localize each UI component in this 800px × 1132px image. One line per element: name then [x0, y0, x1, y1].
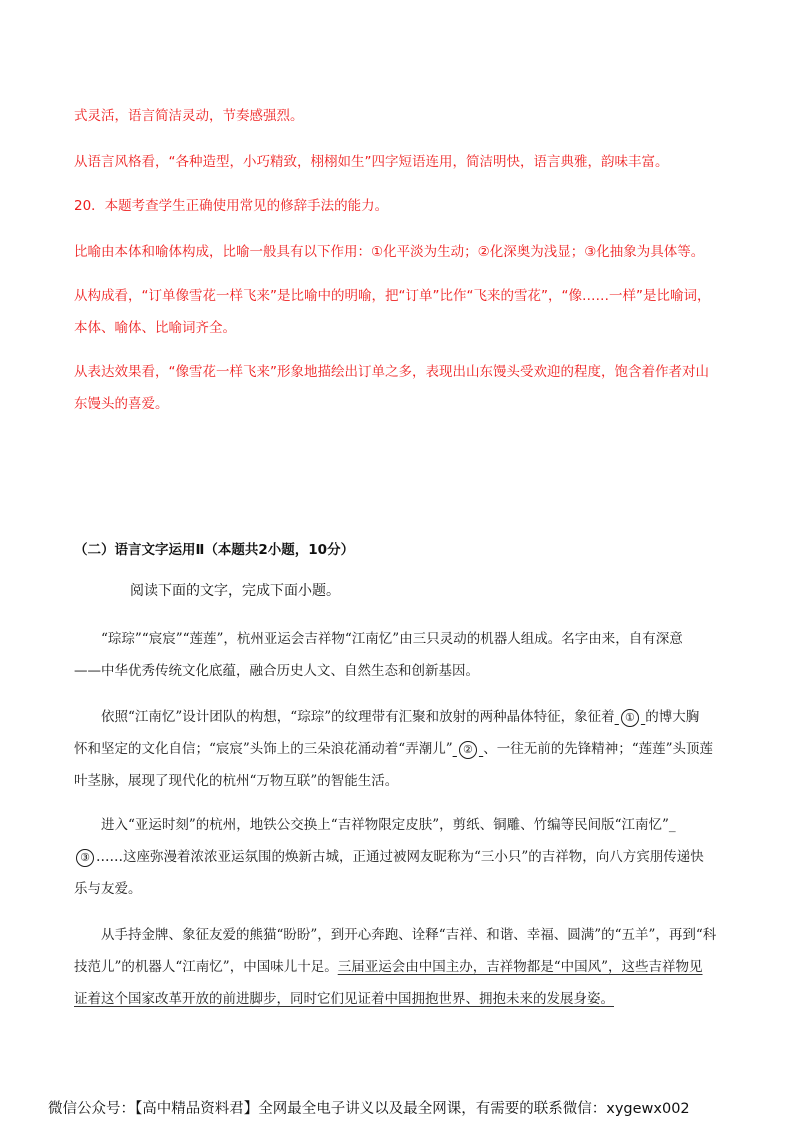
passage-line: 从手持金牌、象征友爱的熊猫“盼盼”，到开心奔跑、诠释“吉祥、和谐、幸福、圆满”的“五羊”，再到“科	[101, 927, 717, 943]
answer-line-6: 本体、喻体、比喻词齐全。	[74, 320, 236, 336]
blank-number-3: ③	[76, 849, 94, 867]
answer-line-8: 东馒头的喜爱。	[74, 396, 169, 412]
passage-line	[74, 987, 614, 1007]
passage-text: 怀和坚定的文化自信；“宸宸”头饰上的三朵浪花涌动着“弄潮儿”	[74, 741, 453, 757]
answer-line-7: 从表达效果看，“像雪花一样飞来”形象地描绘出订单之多，表现出山东馒头受欢迎的程度，饱含着作者对山	[74, 364, 709, 380]
footer-watermark: 微信公众号：【高中精品资料君】全网最全电子讲义以及最全网课，有需要的联系微信：xygewx002	[48, 1101, 690, 1117]
blank-number-1: ①	[621, 709, 639, 727]
passage-text: 依照“江南忆”设计团队的构想，“琮琮”的纹理带有汇聚和放射的两种晶体特征，象征着	[101, 709, 615, 725]
blank-3	[74, 849, 96, 865]
passage-line: 乐与友爱。	[74, 881, 142, 897]
passage-text: 的博大胸	[645, 709, 700, 725]
answer-line-4: 比喻由本体和喻体构成，比喻一般具有以下作用：①化平淡为生动；②化深奥为浅显；③化抽象为具体等。	[74, 244, 705, 260]
passage-text: ……这座弥漫着浓浓亚运氛围的焕新古城，正通过被网友昵称为“三小只”的吉祥物，向八方宾朋传递快	[96, 849, 704, 865]
passage-line	[74, 737, 713, 759]
passage-line	[101, 705, 699, 727]
passage-text: 、一往无前的先锋精神；“莲莲”头顶莲	[483, 741, 714, 757]
answer-line-5: 从构成看，“订单像雪花一样飞来”是比喻中的明喻，把“订单”比作“飞来的雪花”，“像……一样”是比喻词，	[74, 288, 711, 304]
passage-line: 进入“亚运时刻”的杭州，地铁公交换上“吉祥物限定皮肤”，剪纸、铜雕、竹编等民间版“江南忆”_	[101, 817, 676, 833]
passage-line: ——中华优秀传统文化底蕴，融合历史人文、自然生态和创新基因。	[74, 663, 479, 679]
answer-line-2: 从语言风格看，“各种造型，小巧精致，栩栩如生”四字短语连用，简洁明快，语言典雅，韵味丰富。	[74, 154, 669, 170]
blank-2	[453, 741, 484, 757]
passage-text: 技范儿”的机器人“江南忆”，中国味儿十足。	[74, 959, 338, 975]
underlined-sentence: 证着这个国家改革开放的前进脚步，同时它们见证着中国拥抱世界、拥抱未来的发展身姿。	[74, 991, 614, 1007]
passage-line	[74, 845, 704, 867]
passage-line: 叶茎脉，展现了现代化的杭州“万物互联”的智能生活。	[74, 773, 399, 789]
passage-line	[74, 955, 703, 975]
blank-1	[615, 709, 646, 725]
section-heading: （二）语言文字运用Ⅱ（本题共2小题，10分）	[74, 542, 355, 558]
section-instruction: 阅读下面的文字，完成下面小题。	[130, 583, 340, 599]
underlined-sentence: 三届亚运会由中国主办，吉祥物都是“中国风”，这些吉祥物见	[337, 959, 703, 975]
passage-line: “琮琮”“宸宸”“莲莲”，杭州亚运会吉祥物“江南忆”由三只灵动的机器人组成。名字由来，自有深意	[101, 631, 683, 647]
blank-number-2: ②	[459, 741, 477, 759]
answer-line-1: 式灵活，语言简洁灵动，节奏感强烈。	[74, 108, 304, 124]
answer-line-3: 20．本题考查学生正确使用常见的修辞手法的能力。	[74, 198, 389, 214]
